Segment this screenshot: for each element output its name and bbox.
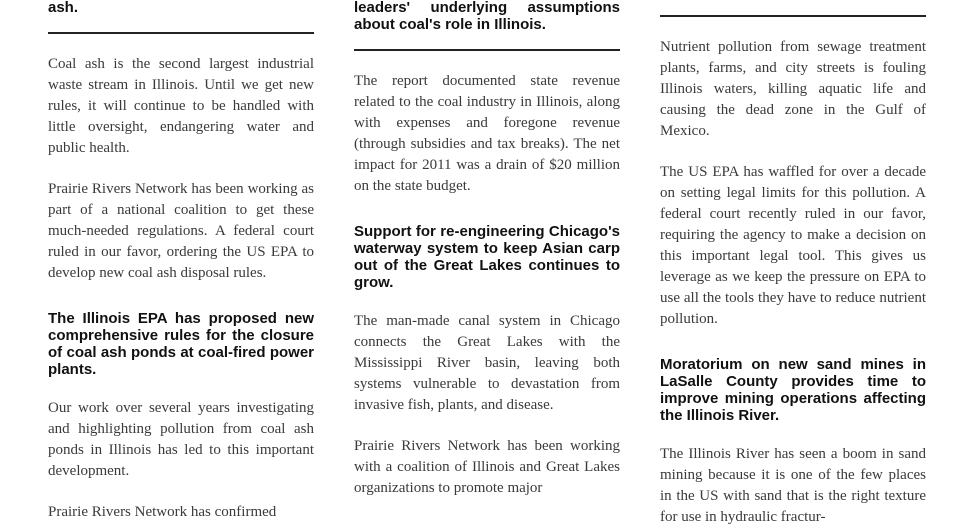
- paragraph: The man-made canal system in Chicago connects the Great Lakes with the Mississippi River basin, leaving both systems vulnerable to devastation from invasive fish, plants, and disease.: [354, 313, 620, 413]
- section-heading-sand-mines: Moratorium on new sand mines in LaSalle County provides time to improve mining operations affecting the Illinois River.: [660, 356, 926, 424]
- column-3: [660, 0, 926, 525]
- paragraph: The report documented state revenue related to the coal industry in Illinois, along with expenses and foregone revenue (through subsidies and tax breaks). The net impact for 2011 was a drain of $20 million on the state budget.: [354, 73, 620, 194]
- paragraph: Prairie Rivers Network has confirmed: [48, 504, 277, 520]
- paragraph: The Illinois River has seen a boom in sand mining because it is one of the few places in the US with sand that is the right texture for use in hydraulic fractur-: [660, 446, 926, 525]
- paragraph: Nutrient pollution from sewage treatment plants, farms, and city streets is fouling Illinois waters, killing aquatic life and causing the dead zone in the Gulf of Mexico.: [660, 39, 926, 139]
- paragraph: Prairie Rivers Network has been working with a coalition of Illinois and Great Lakes organizations to promote major: [354, 438, 620, 496]
- paragraph: Our work over several years investigating and highlighting pollution from coal ash ponds in Illinois has led to this important development.: [48, 400, 314, 479]
- column-1: [48, 0, 314, 520]
- column-2: [354, 0, 620, 500]
- section-heading-coal-budget: leaders' underlying assumptions about coal's role in Illinois.: [354, 0, 620, 33]
- paragraph: The US EPA has waffled for over a decade on setting legal limits for this pollution. A federal court recently ruled in our favor, requiring the agency to make a decision on this important legal tool. This gives us leverage as we keep the pressure on EPA to use all the tools they have to reduce nutrient pollution.: [660, 164, 926, 327]
- section-heading-asian-carp: Support for re-engineering Chicago's waterway system to keep Asian carp out of the Great Lakes continues to grow.: [354, 223, 620, 291]
- section-heading-coal-ash-ponds: The Illinois EPA has proposed new comprehensive rules for the closure of coal ash ponds at coal-fired power plants.: [48, 310, 314, 378]
- paragraph: Coal ash is the second largest industrial waste stream in Illinois. Until we get new rules, it will continue to be handled with little oversight, endangering water and public health.: [48, 56, 314, 156]
- section-heading-coal-ash-disposal: ash.: [48, 0, 79, 16]
- paragraph: Prairie Rivers Network has been working as part of a national coalition to get these much-needed regulations. A federal court ruled in our favor, ordering the US EPA to develop new coal ash disposal rules.: [48, 181, 314, 281]
